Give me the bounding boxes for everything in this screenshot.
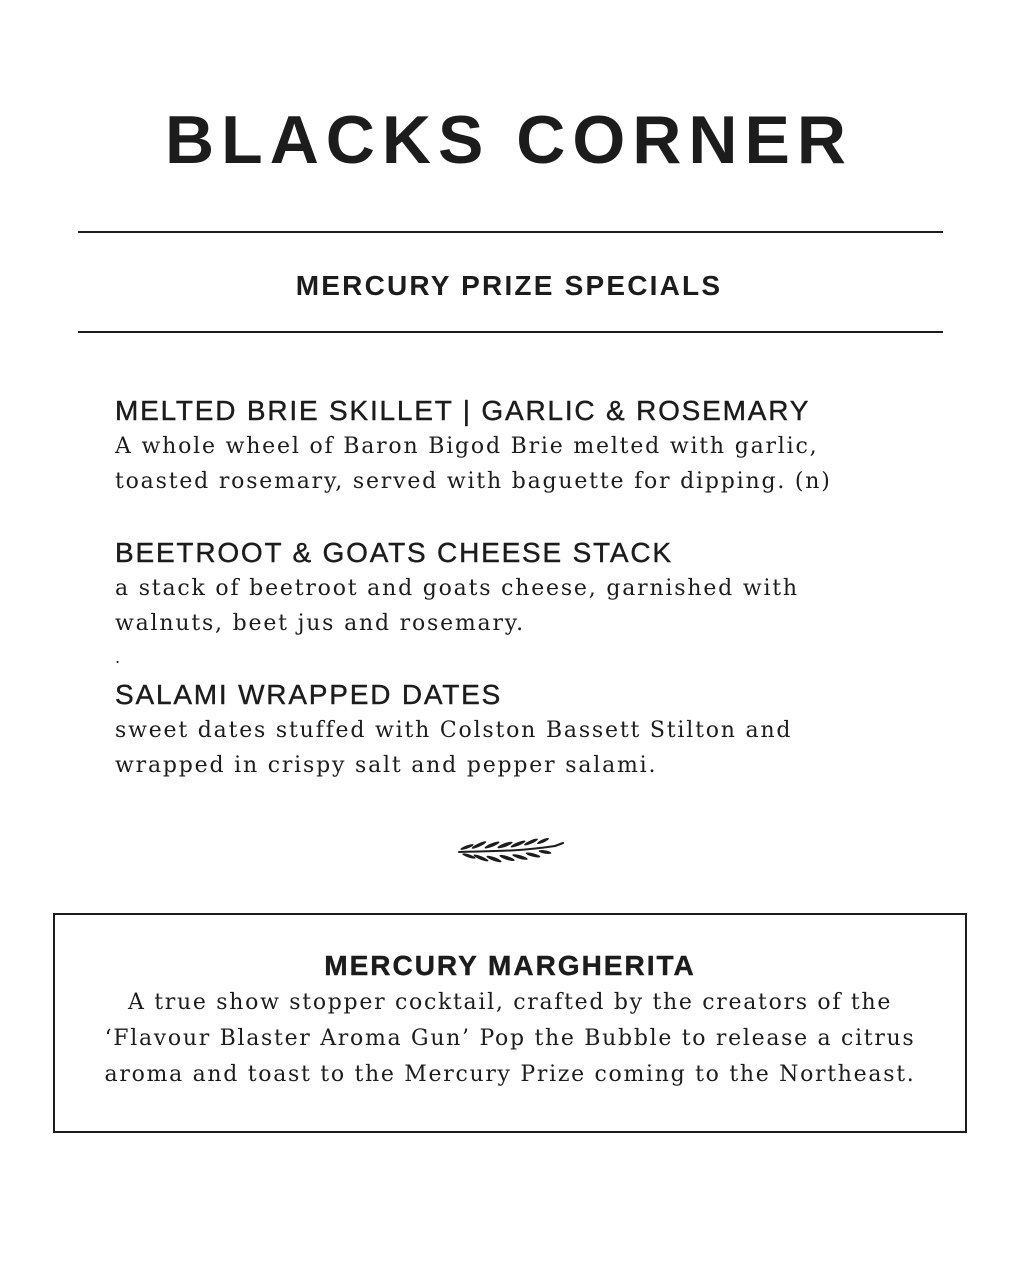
description-line: A true show stopper cocktail, crafted by the creators of the [127,990,893,1015]
cocktail-special-box [53,913,967,1133]
menu-item-brie-skillet [115,394,975,499]
description-line: A whole wheel of Baron Bigod Brie melted with garlic, [115,434,819,459]
menu-item-salami-dates [115,678,975,783]
bottom-divider [78,331,943,333]
description-line: walnuts, beet jus and rosemary. [115,611,525,636]
description-line: aroma and toast to the Mercury Prize coming to the Northeast. [104,1062,916,1087]
description-line: ‘Flavour Blaster Aroma Gun’ Pop the Bubble to release a citrus [104,1026,916,1051]
menu-item-name: SALAMI WRAPPED DATES [115,679,503,710]
menu-item-beetroot-stack [115,536,975,641]
cocktail-description [55,985,965,1093]
description-line: a stack of beetroot and goats cheese, garnished with [115,576,799,601]
restaurant-name: BLACKS CORNER [165,102,853,178]
menu-item-description [115,713,975,783]
description-line: sweet dates stuffed with Colston Bassett Stilton and [115,718,793,743]
top-divider [78,231,943,233]
rosemary-sprig-icon [455,832,565,866]
cocktail-name: MERCURY MARGHERITA [324,950,696,981]
menu-item-name: MELTED BRIE SKILLET | GARLIC & ROSEMARY [115,395,811,426]
menu-item-description [115,571,975,641]
section-title: MERCURY PRIZE SPECIALS [295,270,723,301]
description-line: toasted rosemary, served with baguette for dipping. (n) [115,469,832,494]
menu-item-description [115,429,975,499]
stray-mark: . [115,648,121,667]
menu-item-name: BEETROOT & GOATS CHEESE STACK [115,537,673,568]
description-line: wrapped in crispy salt and pepper salami. [115,753,658,778]
